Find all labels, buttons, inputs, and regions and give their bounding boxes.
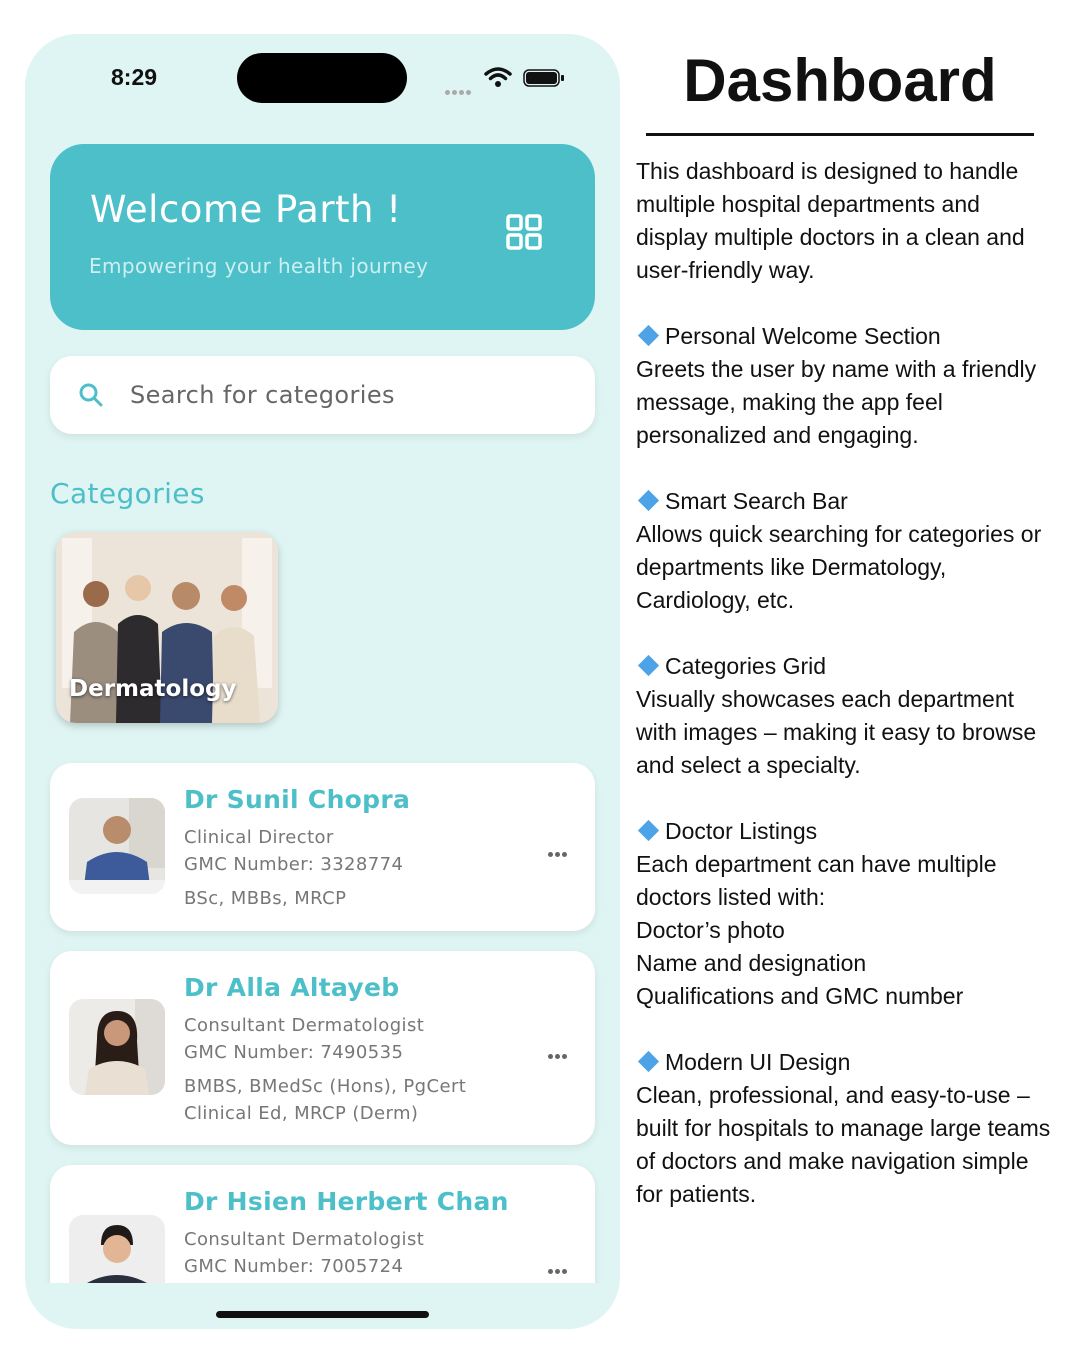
feature-categories <box>636 650 1076 782</box>
bottom-safe-area <box>25 1283 620 1329</box>
more-options-icon[interactable] <box>548 1259 572 1269</box>
doctor-gmc: GMC Number: 7490535 <box>184 1042 404 1063</box>
feature-doctors <box>636 815 1076 1013</box>
feature-line: Name and designation <box>636 950 867 976</box>
doctor-photo <box>69 999 165 1095</box>
doctor-name: Dr Sunil Chopra <box>184 785 411 814</box>
category-card-dermatology[interactable] <box>56 532 278 723</box>
doctor-gmc: GMC Number: 7005724 <box>184 1256 404 1277</box>
feature-line: of doctors and make navigation simple <box>636 1148 1029 1174</box>
feature-heading: Smart Search Bar <box>636 485 1076 518</box>
feature-line: departments like Dermatology, <box>636 554 947 580</box>
feature-line: for patients. <box>636 1181 757 1207</box>
doctor-title: Consultant Dermatologist <box>184 1015 425 1036</box>
wifi-icon <box>484 66 512 88</box>
feature-line: doctors listed with: <box>636 884 826 910</box>
doctor-photo <box>69 798 165 894</box>
dynamic-island <box>237 53 407 103</box>
panel-intro <box>636 155 1076 287</box>
feature-line: Qualifications and GMC number <box>636 983 964 1009</box>
welcome-banner <box>50 144 595 330</box>
feature-line: Allows quick searching for categories or <box>636 521 1042 547</box>
doctor-gmc: GMC Number: 3328774 <box>184 854 404 875</box>
feature-line: Each department can have multiple <box>636 851 997 877</box>
home-indicator[interactable] <box>216 1311 429 1318</box>
category-label: Dermatology <box>69 676 237 702</box>
feature-line: personalized and engaging. <box>636 422 919 448</box>
diamond-bullet-icon <box>638 820 659 841</box>
search-bar <box>50 356 595 434</box>
feature-line: and select a specialty. <box>636 752 861 778</box>
diamond-bullet-icon <box>638 325 659 346</box>
feature-heading: Doctor Listings <box>636 815 1076 848</box>
panel-title: Dashboard <box>683 47 997 114</box>
qr-grid-icon[interactable] <box>506 214 542 250</box>
feature-line: Visually showcases each department <box>636 686 1015 712</box>
diamond-bullet-icon <box>638 1051 659 1072</box>
doctor-card[interactable] <box>50 763 595 931</box>
phone-screen <box>25 34 620 1329</box>
status-time: 8:29 <box>111 64 158 90</box>
doctor-title: Clinical Director <box>184 827 334 848</box>
feature-modern-ui <box>636 1046 1076 1211</box>
feature-line: Doctor’s photo <box>636 917 785 943</box>
doctor-name: Dr Hsien Herbert Chan <box>184 1187 509 1216</box>
search-icon <box>78 382 104 408</box>
doctor-name: Dr Alla Altayeb <box>184 973 400 1002</box>
status-bar <box>25 34 620 124</box>
title-divider <box>646 133 1034 136</box>
feature-heading: Personal Welcome Section <box>636 320 1076 353</box>
battery-icon <box>523 69 565 87</box>
welcome-subtitle: Empowering your health journey <box>89 254 429 278</box>
feature-line: Greets the user by name with a friendly <box>636 356 1037 382</box>
intro-line: display multiple doctors in a clean and <box>636 224 1025 250</box>
feature-line: message, making the app feel <box>636 389 943 415</box>
doctor-card[interactable] <box>50 951 595 1145</box>
cellular-signal-icon <box>445 80 473 99</box>
doctor-title: Consultant Dermatologist <box>184 1229 425 1250</box>
doctor-qualifications-cont: Clinical Ed, MRCP (Derm) <box>184 1103 419 1124</box>
feature-line: Clean, professional, and easy-to-use – <box>636 1082 1030 1108</box>
intro-line: This dashboard is designed to handle <box>636 158 1019 184</box>
feature-line: Cardiology, etc. <box>636 587 795 613</box>
doctor-qualifications: BSc, MBBs, MRCP <box>184 888 347 909</box>
search-input[interactable] <box>130 372 570 418</box>
categories-heading: Categories <box>50 477 205 510</box>
intro-line: user-friendly way. <box>636 257 815 283</box>
diamond-bullet-icon <box>638 490 659 511</box>
more-options-icon[interactable] <box>548 1044 572 1054</box>
feature-line: with images – making it easy to browse <box>636 719 1037 745</box>
feature-heading: Categories Grid <box>636 650 1076 683</box>
diamond-bullet-icon <box>638 655 659 676</box>
welcome-title: Welcome Parth ! <box>90 188 402 231</box>
feature-line: built for hospitals to manage large teams <box>636 1115 1051 1141</box>
feature-welcome <box>636 320 1076 452</box>
feature-heading: Modern UI Design <box>636 1046 1076 1079</box>
doctor-qualifications: BMBS, BMedSc (Hons), PgCert <box>184 1076 467 1097</box>
intro-line: multiple hospital departments and <box>636 191 980 217</box>
more-options-icon[interactable] <box>548 842 572 852</box>
feature-search <box>636 485 1076 617</box>
